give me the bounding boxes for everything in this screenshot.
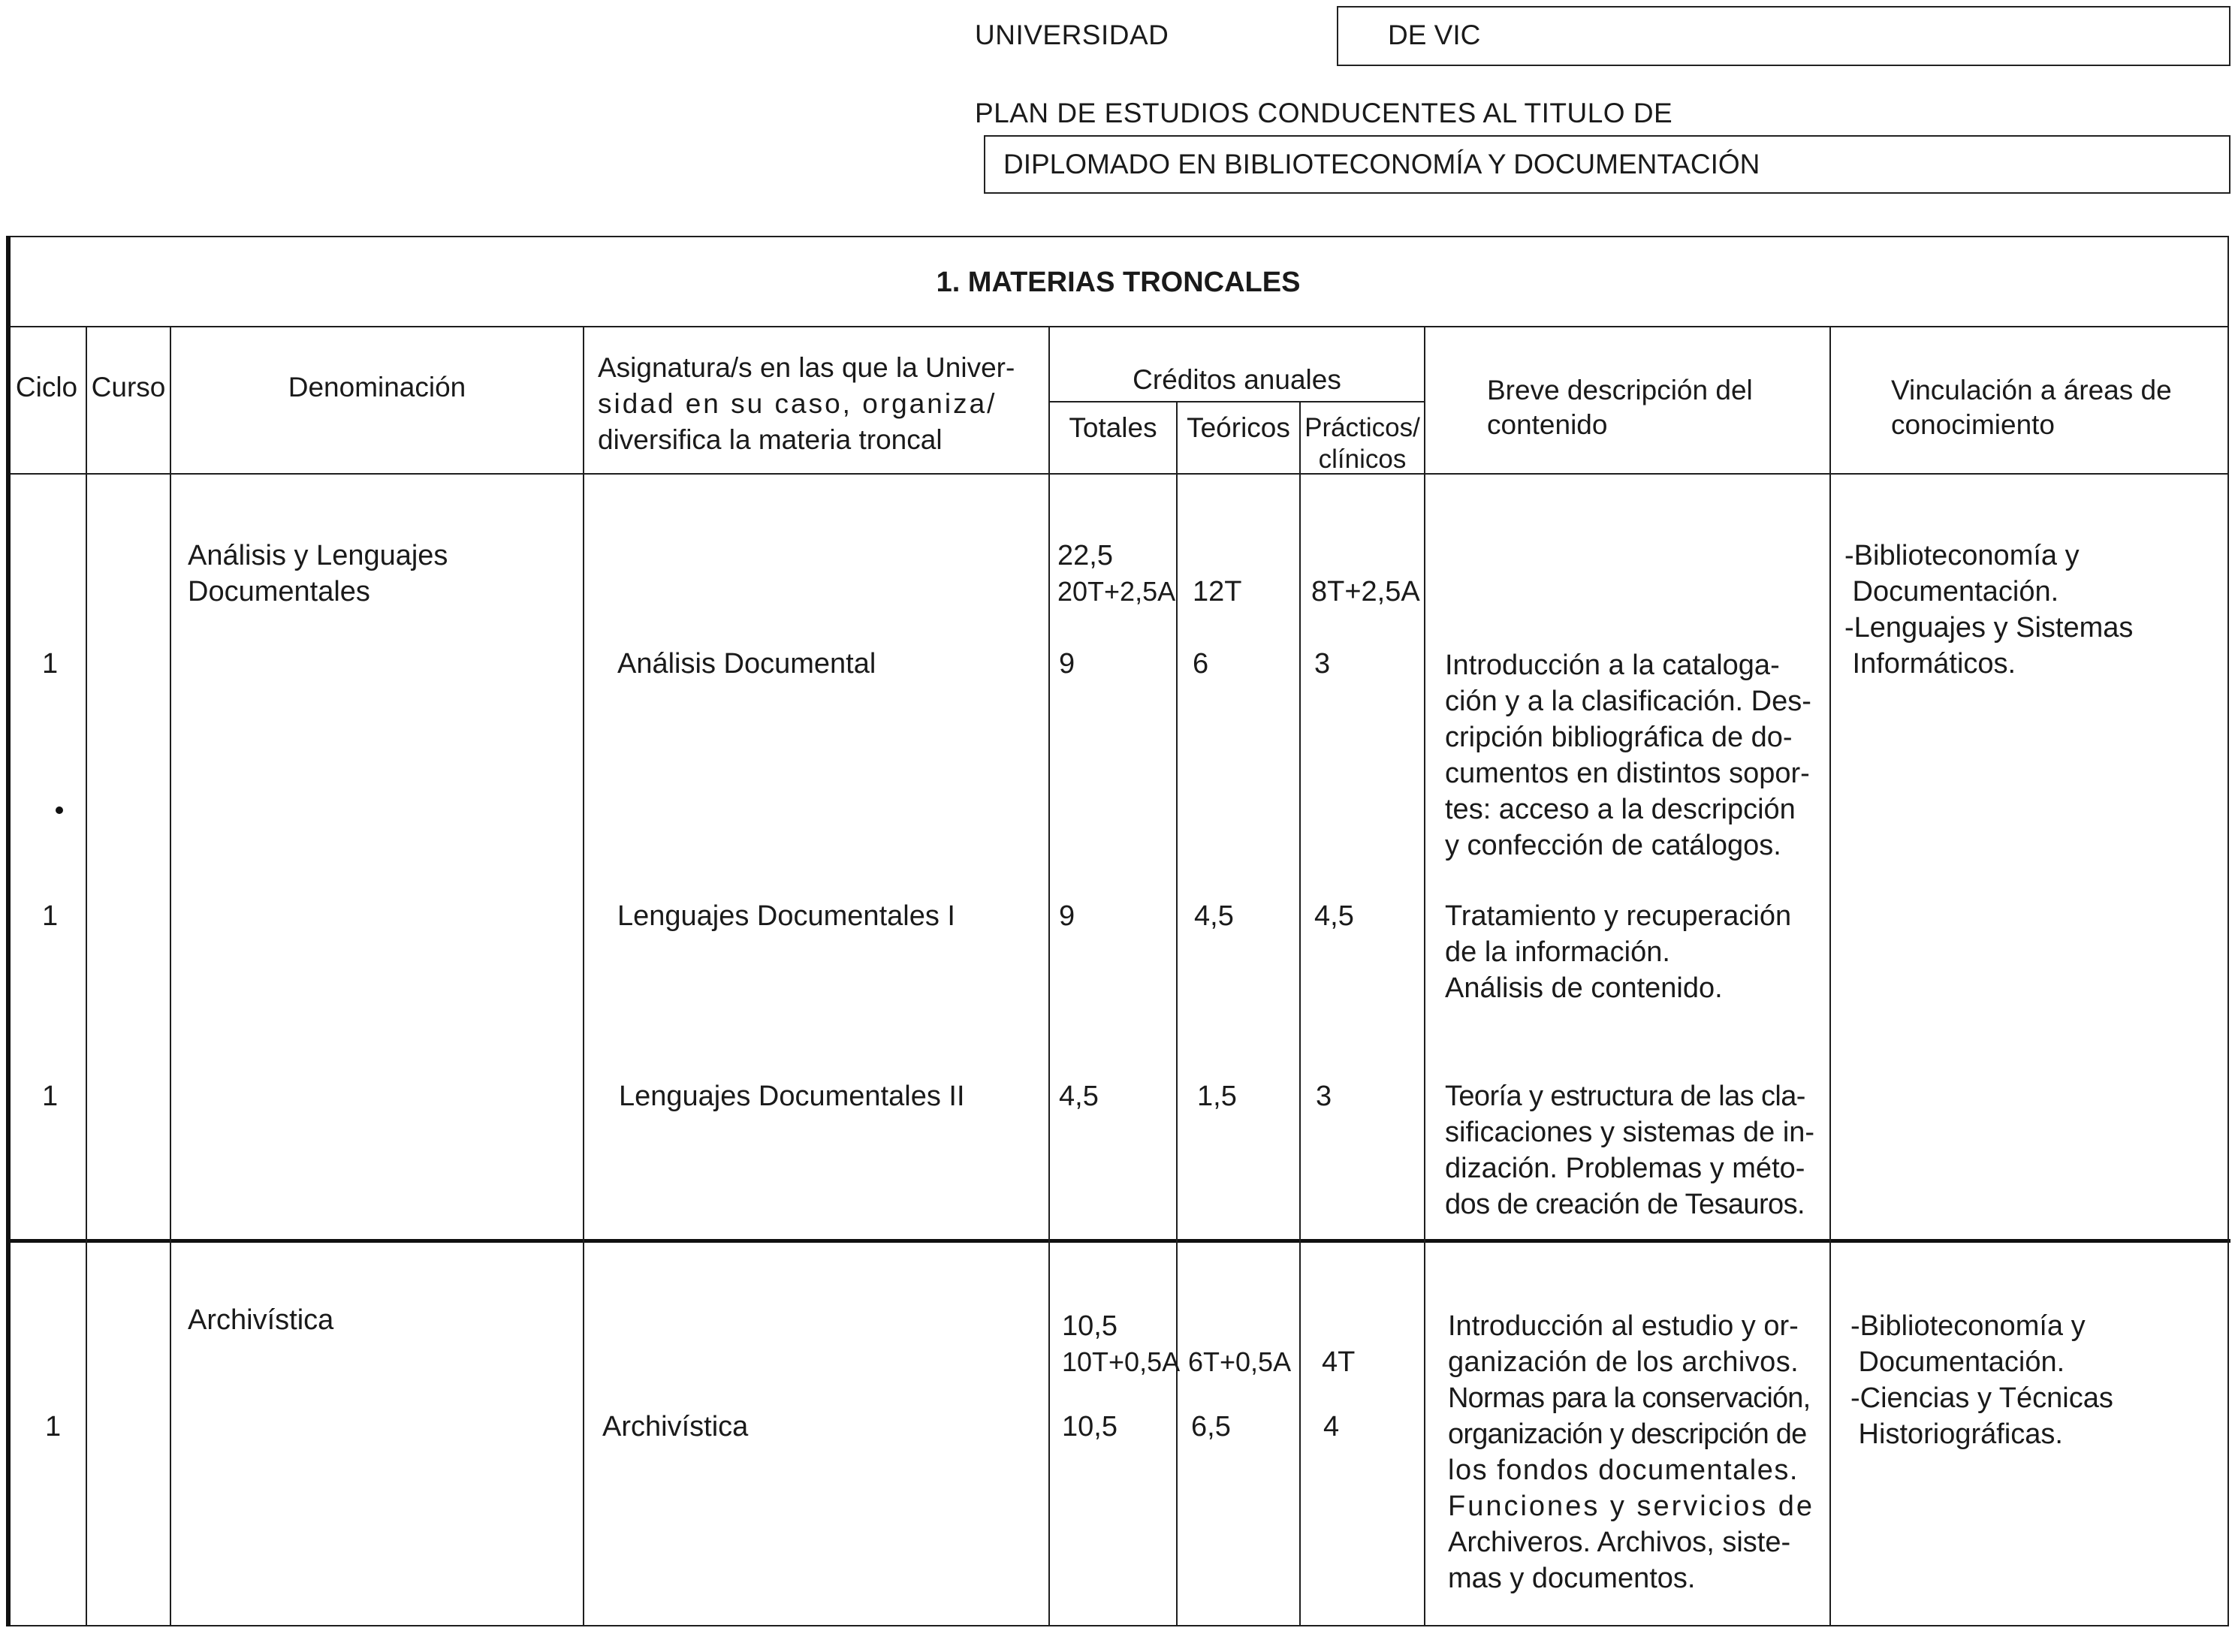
ciclo-cell: 1 [42, 900, 59, 932]
col-divider-creditos [1424, 326, 1425, 1626]
practicos-cell: 3 [1314, 648, 1331, 680]
col-divider-totales [1176, 401, 1178, 1626]
degree-field [984, 135, 2230, 194]
ink-dot [56, 806, 63, 814]
col-divider-teoricos [1299, 401, 1301, 1626]
descripcion-line: dización. Problemas y méto- [1445, 1153, 1805, 1184]
university-field [1337, 6, 2230, 66]
col-header-asignatura-line2: sidad en su caso, organiza/ [598, 388, 997, 419]
denominacion-line1: Análisis y Lenguajes [188, 540, 448, 571]
col-divider-curso [170, 326, 171, 1626]
group-divider [8, 1239, 2230, 1243]
group-totales-line1: 10,5 [1062, 1310, 1117, 1342]
asignatura-cell: Lenguajes Documentales I [617, 900, 955, 932]
col-header-ciclo: Ciclo [15, 372, 78, 402]
header-row-divider [8, 473, 2229, 475]
descripcion-line: tes: acceso a la descripción [1445, 794, 1796, 825]
vinculacion-line4: Historiográficas. [1850, 1418, 2063, 1450]
descripcion-line: ción y a la clasificación. Des- [1445, 686, 1811, 717]
descripcion-line: Introducción a la cataloga- [1445, 650, 1780, 681]
col-header-curso: Curso [91, 372, 166, 402]
vinculacion-line2: Documentación. [1844, 576, 2059, 607]
descripcion-line: Tratamiento y recuperación [1445, 900, 1792, 932]
university-value: DE VIC [1388, 20, 1481, 50]
descripcion-line: Teoría y estructura de las cla- [1445, 1081, 1805, 1112]
totales-cell: 4,5 [1059, 1081, 1099, 1112]
asignatura-cell: Análisis Documental [617, 648, 876, 680]
col-header-vinculacion-line2: conocimiento [1891, 409, 2056, 440]
teoricos-cell: 1,5 [1197, 1081, 1237, 1112]
descripcion-line: Archiveros. Archivos, siste- [1448, 1527, 1791, 1558]
col-header-asignatura-line1: Asignatura/s en las que la Univer- [598, 352, 1015, 383]
col-header-creditos: Créditos anuales [1133, 364, 1341, 395]
col-header-practicos-line1: Prácticos/ [1304, 413, 1420, 442]
group-teoricos: 6T+0,5A [1188, 1346, 1292, 1377]
col-header-asignatura-line3: diversifica la materia troncal [598, 424, 943, 455]
totales-cell: 9 [1059, 648, 1075, 680]
totales-cell: 9 [1059, 900, 1075, 932]
plan-label: PLAN DE ESTUDIOS CONDUCENTES AL TITULO DE [975, 98, 1673, 128]
title-row-divider [8, 326, 2229, 327]
col-divider-denominacion [583, 326, 584, 1626]
credits-subheader-divider [1048, 401, 1424, 402]
vinculacion-line1: -Biblioteconomía y [1850, 1310, 2086, 1342]
descripcion-line: Normas para la conservación, [1448, 1382, 1811, 1414]
table-left-border [6, 236, 11, 1626]
ciclo-cell: 1 [45, 1411, 62, 1442]
descripcion-line: de la información. [1445, 936, 1670, 968]
descripcion-line: dos de creación de Tesauros. [1445, 1189, 1805, 1220]
university-label: UNIVERSIDAD [975, 20, 1169, 50]
denominacion-line2: Documentales [188, 576, 370, 607]
group-totales-line2: 20T+2,5A [1057, 576, 1176, 607]
ciclo-cell: 1 [42, 1081, 59, 1112]
col-header-teoricos: Teóricos [1187, 412, 1290, 443]
practicos-cell: 3 [1316, 1081, 1332, 1112]
group-practicos: 8T+2,5A [1311, 576, 1420, 607]
ciclo-cell: 1 [42, 648, 59, 680]
col-divider-ciclo [86, 326, 87, 1626]
vinculacion-line3: -Ciencias y Técnicas [1850, 1382, 2113, 1414]
vinculacion-line4: Informáticos. [1844, 648, 2016, 680]
totales-cell: 10,5 [1062, 1411, 1117, 1442]
vinculacion-line2: Documentación. [1850, 1346, 2065, 1378]
table-bottom-border [8, 1625, 2229, 1626]
vinculacion-line1: -Biblioteconomía y [1844, 540, 2080, 571]
practicos-cell: 4 [1323, 1411, 1340, 1442]
descripcion-line: y confección de catálogos. [1445, 830, 1781, 861]
asignatura-cell: Lenguajes Documentales II [619, 1081, 965, 1112]
descripcion-line: ganización de los archivos. [1448, 1346, 1799, 1378]
group-totales-line2: 10T+0,5A [1062, 1346, 1181, 1377]
table-top-border [8, 236, 2229, 237]
col-header-practicos-line2: clínicos [1318, 445, 1407, 474]
teoricos-cell: 6 [1193, 648, 1209, 680]
practicos-cell: 4,5 [1314, 900, 1354, 932]
vinculacion-line3: -Lenguajes y Sistemas [1844, 612, 2134, 644]
descripcion-line: organización y descripción de [1448, 1418, 1807, 1450]
descripcion-line: Análisis de contenido. [1445, 972, 1723, 1004]
teoricos-cell: 6,5 [1191, 1411, 1231, 1442]
col-divider-descripcion [1829, 326, 1831, 1626]
col-header-totales: Totales [1069, 412, 1157, 443]
descripcion-line: Funciones y servicios de [1448, 1491, 1815, 1522]
teoricos-cell: 4,5 [1194, 900, 1234, 932]
denominacion-line1: Archivística [188, 1304, 334, 1336]
degree-value: DIPLOMADO EN BIBLIOTECONOMÍA Y DOCUMENTACIÓN [1003, 149, 1760, 179]
group-totales-line1: 22,5 [1057, 540, 1113, 571]
col-header-denominacion: Denominación [288, 372, 466, 402]
col-header-vinculacion-line1: Vinculación a áreas de [1891, 375, 2172, 405]
col-header-descripcion-line2: contenido [1487, 409, 1608, 440]
col-divider-asignatura [1048, 326, 1050, 1626]
descripcion-line: los fondos documentales. [1448, 1455, 1799, 1486]
descripcion-line: cumentos en distintos sopor- [1445, 758, 1810, 789]
col-header-descripcion-line1: Breve descripción del [1487, 375, 1753, 405]
group-teoricos: 12T [1193, 576, 1242, 607]
table-title: 1. MATERIAS TRONCALES [936, 267, 1301, 298]
table-right-border [2227, 236, 2229, 1626]
asignatura-cell: Archivística [602, 1411, 749, 1442]
descripcion-line: cripción bibliográfica de do- [1445, 722, 1793, 753]
group-practicos: 4T [1322, 1346, 1356, 1378]
descripcion-line: sificaciones y sistemas de in- [1445, 1117, 1815, 1148]
descripcion-line: mas y documentos. [1448, 1563, 1696, 1594]
descripcion-line: Introducción al estudio y or- [1448, 1310, 1799, 1342]
